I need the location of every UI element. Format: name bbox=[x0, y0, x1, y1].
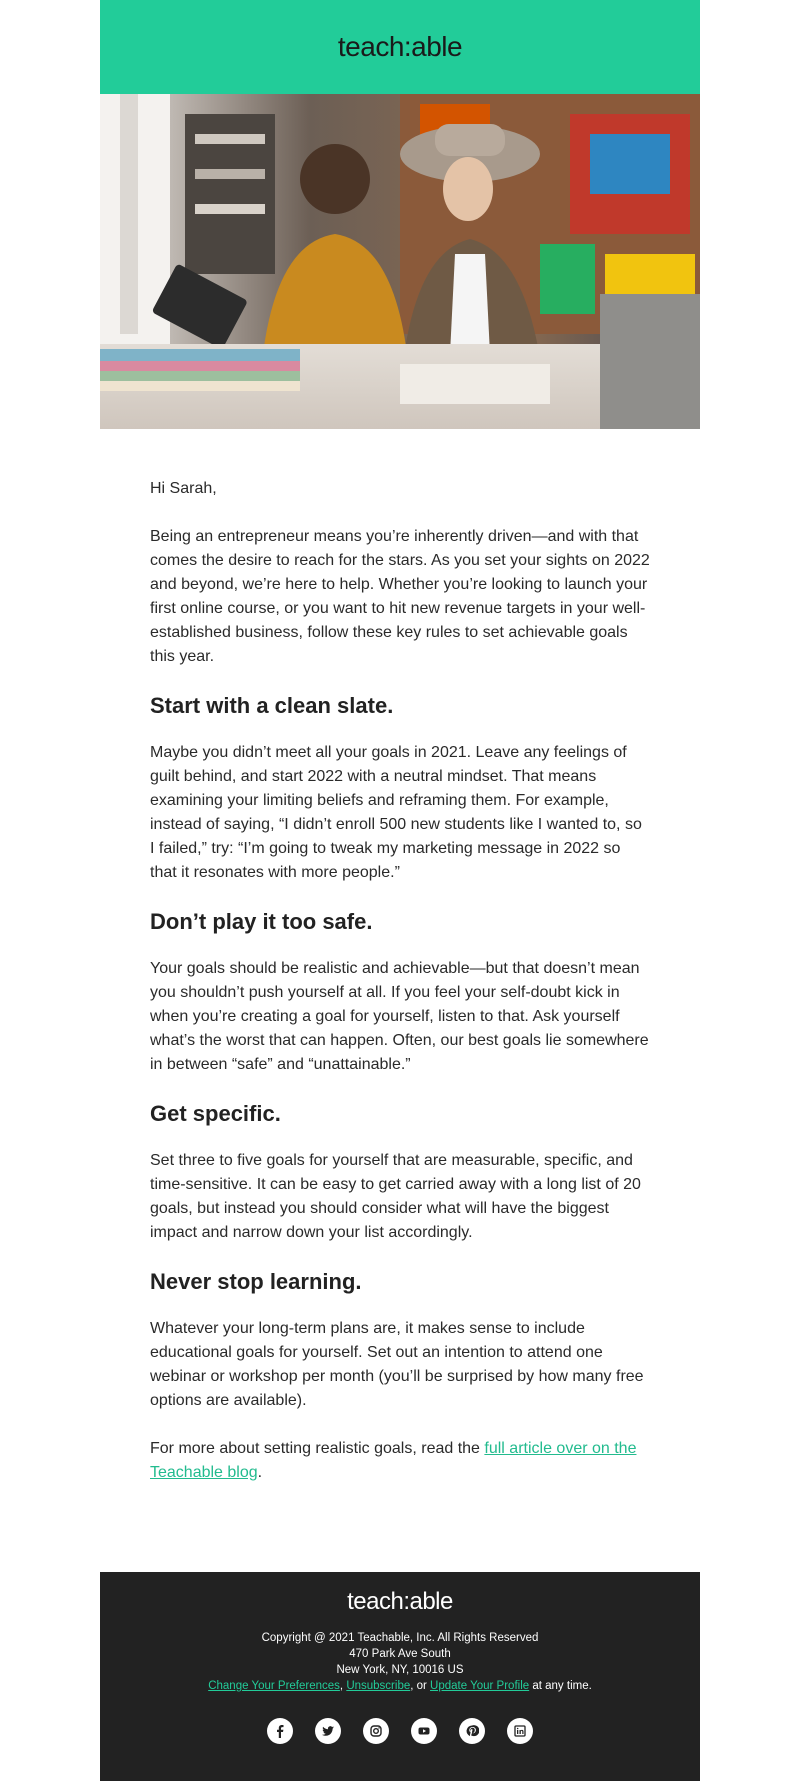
closing-prefix: For more about setting realistic goals, read the bbox=[150, 1440, 485, 1457]
address-line-1: 470 Park Ave South bbox=[349, 1648, 451, 1660]
footer-legal bbox=[100, 1630, 700, 1694]
hero-image bbox=[100, 94, 700, 429]
closing-paragraph bbox=[150, 1437, 650, 1485]
section-body-clean-slate: Maybe you didn’t meet all your goals in 2021. Leave any feelings of guilt behind, and start 2022 with a neutral mindset. That means examining your limiting beliefs and reframing them. For example, instead of saying, “I didn’t enroll 500 new students like I wanted to, so I failed,” try: “I’m going to tweak my marketing message in 2022 so that it resonates with more people.” bbox=[150, 744, 642, 881]
instagram-icon[interactable] bbox=[363, 1718, 389, 1744]
facebook-icon[interactable] bbox=[267, 1718, 293, 1744]
youtube-icon[interactable] bbox=[411, 1718, 437, 1744]
twitter-icon[interactable] bbox=[315, 1718, 341, 1744]
footer-teachable-logo[interactable]: teach:able bbox=[347, 1588, 453, 1615]
section-body-never-stop-learning: Whatever your long-term plans are, it makes sense to include educational goals for yourself. Set out an intention to attend one webinar or workshop per month (you’ll be surprised by how many free options are available). bbox=[150, 1320, 644, 1409]
section-heading-get-specific: Get specific. bbox=[150, 1101, 281, 1126]
section-heading-clean-slate: Start with a clean slate. bbox=[150, 693, 394, 718]
update-profile-link[interactable]: Update Your Profile bbox=[430, 1680, 530, 1692]
section-body-play-safe: Your goals should be realistic and achievable—but that doesn’t mean you shouldn’t push yourself at all. If you feel your self-doubt kick in when you’re creating a goal for yourself, listen to that. Ask yourself what’s the worst that can happen. Often, our best goals lie somewhere in between “safe” and “unattainable.” bbox=[150, 960, 649, 1073]
blog-article-link[interactable]: full article over on the Teachable blog bbox=[150, 1440, 637, 1481]
copyright-text: Copyright @ 2021 Teachable, Inc. All Rights Reserved bbox=[261, 1632, 539, 1644]
footer-suffix: at any time. bbox=[529, 1680, 592, 1692]
address-line-2: New York, NY, 10016 US bbox=[336, 1664, 464, 1676]
greeting: Hi Sarah, bbox=[150, 480, 217, 497]
change-preferences-link[interactable]: Change Your Preferences bbox=[208, 1680, 340, 1692]
email-header bbox=[100, 0, 700, 94]
email-footer bbox=[100, 1572, 700, 1781]
teachable-logo[interactable]: teach:able bbox=[337, 31, 463, 62]
closing-suffix: . bbox=[257, 1464, 263, 1481]
linkedin-icon[interactable] bbox=[507, 1718, 533, 1744]
section-heading-never-stop-learning: Never stop learning. bbox=[150, 1269, 362, 1294]
unsubscribe-link[interactable]: Unsubscribe bbox=[346, 1680, 411, 1692]
email-container bbox=[100, 0, 700, 1781]
footer-separator-1: , bbox=[339, 1680, 347, 1692]
footer-separator-2: , or bbox=[410, 1680, 431, 1692]
social-links bbox=[100, 1718, 700, 1744]
footer-links bbox=[100, 1678, 700, 1694]
intro-paragraph: Being an entrepreneur means you’re inherently driven—and with that comes the desire to reach for the stars. As you set your sights on 2022 and beyond, we’re here to help. Whether you’re looking to launch your first online course, or you want to hit new revenue targets in your well-established business, follow these key rules to set achievable goals this year. bbox=[150, 528, 650, 665]
section-heading-play-safe: Don’t play it too safe. bbox=[150, 909, 373, 934]
section-body-get-specific: Set three to five goals for yourself that are measurable, specific, and time-sensitive. It can be easy to get carried away with a long list of 20 goals, but instead you should consider what will have the biggest impact and narrow down your list accordingly. bbox=[150, 1152, 641, 1241]
pinterest-icon[interactable] bbox=[459, 1718, 485, 1744]
email-body bbox=[100, 429, 700, 1549]
